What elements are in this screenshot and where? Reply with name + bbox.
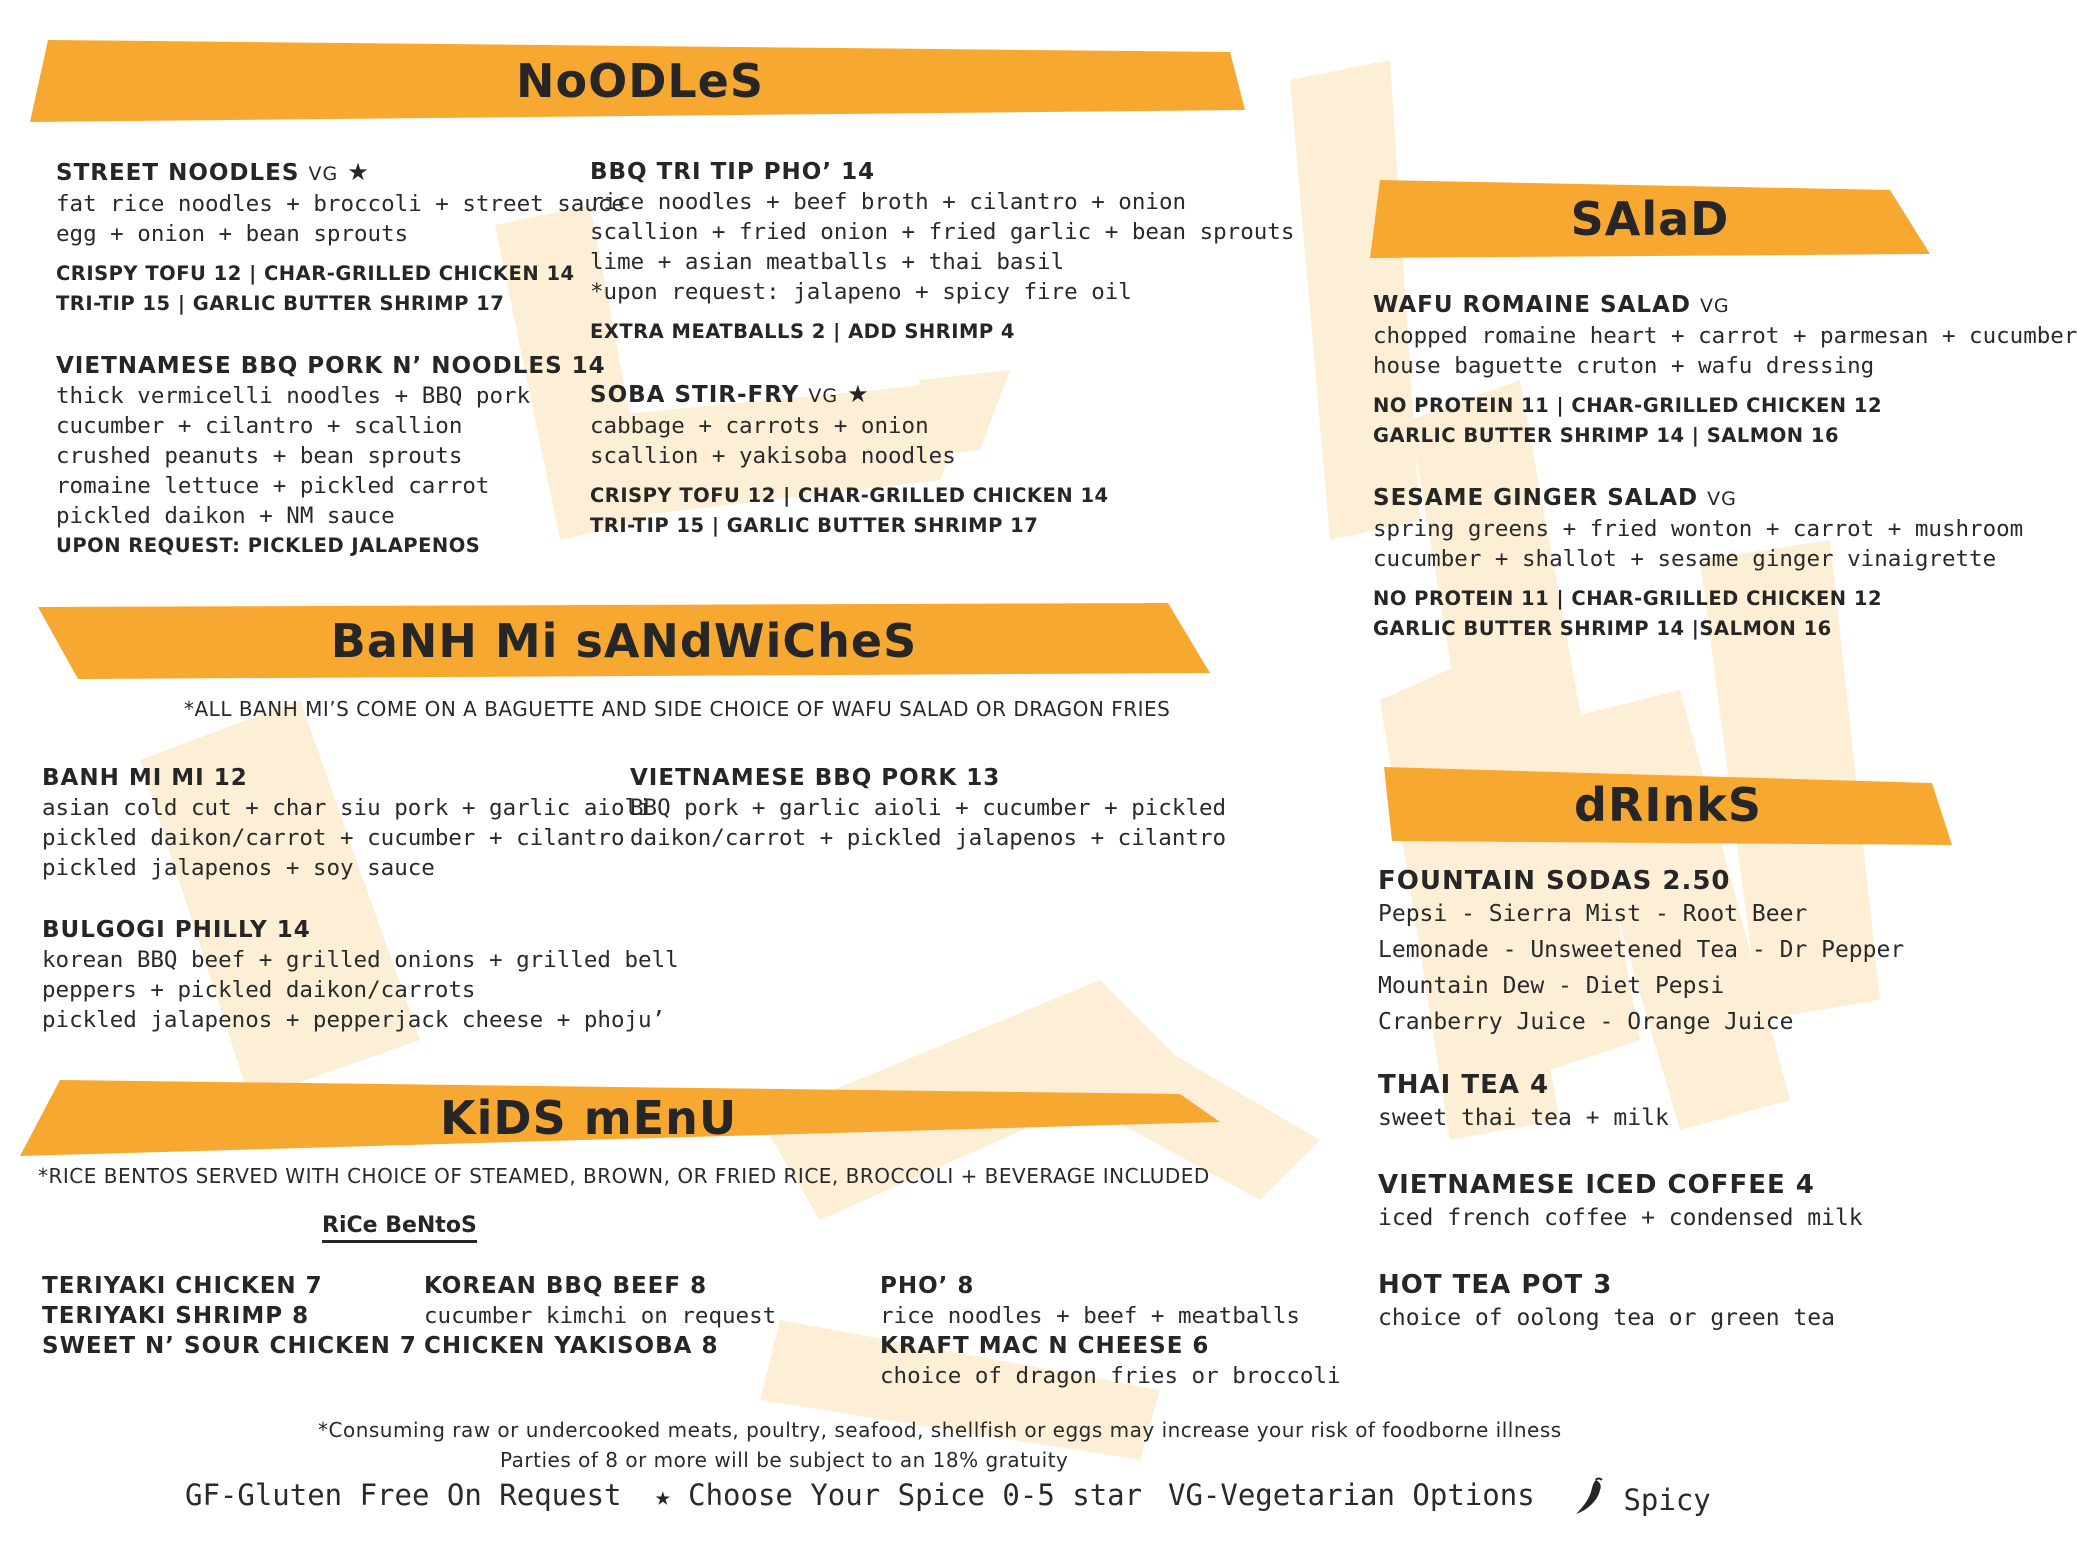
item-desc: BBQ pork + garlic aioli + cucumber + pickled (630, 795, 1227, 821)
star-icon: ★ (847, 380, 870, 408)
kids-item-desc: rice noodles + beef + meatballs (880, 1303, 1300, 1329)
kids-item-desc: cucumber kimchi on request (424, 1303, 777, 1329)
bulgogi-philly-item (42, 915, 679, 1035)
item-desc: pickled daikon/carrot + cucumber + cilantro (42, 825, 625, 851)
item-options: UPON REQUEST: PICKLED JALAPENOS (56, 534, 481, 557)
item-name: BBQ TRI TIP PHO’ 14 (590, 159, 876, 185)
banh-mi-title: BaNH Mi sANdWiCheS (330, 614, 918, 668)
banh-mi-mi-item (42, 763, 679, 883)
legend-gluten-free: GF-Gluten Free On Request (185, 1478, 622, 1512)
kids-menu-note: *RICE BENTOS SERVED WITH CHOICE OF STEAMED, BROWN, OR FRIED RICE, BROCCOLI + BEVERAGE INCLUDED (38, 1164, 1210, 1188)
kids-item: KOREAN BBQ BEEF 8 (424, 1273, 708, 1299)
item-options: CRISPY TOFU 12 | CHAR-GRILLED CHICKEN 14 (56, 262, 575, 285)
item-options: TRI-TIP 15 | GARLIC BUTTER SHRIMP 17 (590, 514, 1039, 537)
vegetarian-tag: VG (1707, 488, 1737, 510)
item-options: CRISPY TOFU 12 | CHAR-GRILLED CHICKEN 14 (590, 484, 1109, 507)
thai-tea-item (1378, 1070, 1904, 1136)
item-options: GARLIC BUTTER SHRIMP 14 | SALMON 16 (1373, 424, 1840, 447)
item-desc: iced french coffee + condensed milk (1378, 1205, 1863, 1231)
kids-item: SWEET N’ SOUR CHICKEN 7 (42, 1333, 417, 1359)
hot-tea-pot-item (1378, 1270, 1904, 1336)
item-options: TRI-TIP 15 | GARLIC BUTTER SHRIMP 17 (56, 292, 505, 315)
item-desc: cucumber + shallot + sesame ginger vinaigrette (1373, 546, 1997, 572)
rice-bentos-heading: RiCe BeNtoS (322, 1213, 477, 1243)
item-desc: korean BBQ beef + grilled onions + grilled bell (42, 947, 679, 973)
item-desc: choice of oolong tea or green tea (1378, 1305, 1835, 1331)
item-desc: daikon/carrot + pickled jalapenos + cilantro (630, 825, 1227, 851)
banh-mi-banner (38, 603, 1210, 679)
item-desc: pickled daikon + NM sauce (56, 503, 395, 529)
drinks-banner (1384, 765, 1952, 845)
item-desc: scallion + yakisoba noodles (590, 443, 956, 469)
kids-item: KRAFT MAC N CHEESE 6 (880, 1333, 1210, 1359)
item-options: NO PROTEIN 11 | CHAR-GRILLED CHICKEN 12 (1373, 587, 1883, 610)
legend-spicy-label: Spicy (1623, 1483, 1711, 1517)
item-desc: lime + asian meatballs + thai basil (590, 249, 1065, 275)
kids-item: TERIYAKI SHRIMP 8 (42, 1303, 310, 1329)
chili-pepper-icon (1572, 1478, 1606, 1516)
banh-mi-note: *ALL BANH MI’S COME ON A BAGUETTE AND SIDE CHOICE OF WAFU SALAD OR DRAGON FRIES (184, 697, 1171, 721)
kids-item: PHO’ 8 (880, 1273, 975, 1299)
item-name: VIETNAMESE ICED COFFEE 4 (1378, 1170, 1815, 1200)
kids-column-1 (42, 1271, 417, 1361)
noodles-left-column (56, 157, 625, 561)
star-icon: ★ (655, 1482, 671, 1512)
bbq-tri-tip-pho-item (590, 157, 1294, 347)
item-name: BULGOGI PHILLY 14 (42, 917, 311, 943)
item-desc: asian cold cut + char siu pork + garlic aioli (42, 795, 652, 821)
item-desc: thick vermicelli noodles + BBQ pork (56, 383, 531, 409)
item-desc: crushed peanuts + bean sprouts (56, 443, 463, 469)
vegetarian-tag: VG (308, 163, 339, 185)
vegetarian-tag: VG (1699, 295, 1730, 317)
item-desc: peppers + pickled daikon/carrots (42, 977, 476, 1003)
item-desc: Pepsi - Sierra Mist - Root Beer (1378, 901, 1808, 927)
vietnamese-bbq-pork-sandwich-item (630, 763, 1226, 853)
item-name: BANH MI MI 12 (42, 765, 248, 791)
fountain-sodas-item (1378, 866, 1904, 1040)
item-desc: house baguette cruton + wafu dressing (1373, 353, 1875, 379)
noodles-title: NoODLeS (515, 54, 765, 108)
vietnamese-bbq-pork-noodles-item (56, 351, 625, 561)
kids-item: CHICKEN YAKISOBA 8 (424, 1333, 719, 1359)
item-name: FOUNTAIN SODAS 2.50 (1378, 866, 1731, 896)
item-desc: pickled jalapenos + pepperjack cheese + phoju’ (42, 1007, 666, 1033)
kids-item-desc: choice of dragon fries or broccoli (880, 1363, 1341, 1389)
noodles-right-column (590, 157, 1294, 541)
item-desc: romaine lettuce + pickled carrot (56, 473, 490, 499)
soba-stir-fry-item (590, 379, 1294, 541)
gratuity-note: Parties of 8 or more will be subject to an 18% gratuity (500, 1448, 1069, 1472)
vegetarian-tag: VG (808, 385, 839, 407)
legend-spice-star (655, 1478, 1142, 1512)
item-name: HOT TEA POT 3 (1378, 1270, 1613, 1300)
banh-mi-left-column (42, 763, 679, 1035)
item-options: NO PROTEIN 11 | CHAR-GRILLED CHICKEN 12 (1373, 394, 1883, 417)
item-desc: egg + onion + bean sprouts (56, 221, 409, 247)
kids-column-3 (880, 1271, 1341, 1391)
banh-mi-right-column (630, 763, 1226, 853)
kids-item: TERIYAKI CHICKEN 7 (42, 1273, 323, 1299)
item-desc: Lemonade - Unsweetened Tea - Dr Pepper (1378, 937, 1905, 963)
kids-menu-title: KiDS mEnU (440, 1091, 738, 1145)
item-desc: Cranberry Juice - Orange Juice (1378, 1009, 1794, 1035)
item-options: GARLIC BUTTER SHRIMP 14 |SALMON 16 (1373, 617, 1832, 640)
noodles-banner (30, 40, 1250, 122)
vietnamese-iced-coffee-item (1378, 1170, 1904, 1236)
item-desc: cucumber + cilantro + scallion (56, 413, 463, 439)
item-name: VIETNAMESE BBQ PORK 13 (630, 765, 1001, 791)
item-desc: cabbage + carrots + onion (590, 413, 929, 439)
item-name: SESAME GINGER SALAD (1373, 485, 1699, 511)
foodborne-disclaimer: *Consuming raw or undercooked meats, poultry, seafood, shellfish or eggs may increase your risk of foodborne illness (318, 1418, 1562, 1442)
item-name: THAI TEA 4 (1378, 1070, 1550, 1100)
item-desc: scallion + fried onion + fried garlic + bean sprouts (590, 219, 1295, 245)
item-desc: Mountain Dew - Diet Pepsi (1378, 973, 1725, 999)
item-name: WAFU ROMAINE SALAD (1373, 292, 1691, 318)
item-desc: *upon request: jalapeno + spicy fire oil (590, 279, 1132, 305)
legend-spice-label: Choose Your Spice 0-5 star (688, 1478, 1143, 1512)
street-noodles-item (56, 157, 625, 319)
item-name: VIETNAMESE BBQ PORK N’ NOODLES 14 (56, 353, 606, 379)
drinks-title: dRInkS (1574, 778, 1762, 832)
drinks-column (1378, 866, 1904, 1336)
item-name: SOBA STIR-FRY (590, 382, 800, 408)
legend-vegetarian: VG-Vegetarian Options (1168, 1478, 1535, 1512)
legend-spicy (1572, 1478, 1711, 1517)
wafu-romaine-salad-item (1373, 290, 2077, 451)
star-icon: ★ (347, 158, 370, 186)
item-options: EXTRA MEATBALLS 2 | ADD SHRIMP 4 (590, 320, 1016, 343)
sesame-ginger-salad-item (1373, 483, 2077, 644)
item-desc: rice noodles + beef broth + cilantro + onion (590, 189, 1187, 215)
kids-menu-banner (20, 1080, 1220, 1156)
salad-banner (1370, 180, 1930, 258)
salad-column (1373, 290, 2077, 644)
item-desc: fat rice noodles + broccoli + street sauce (56, 191, 625, 217)
item-desc: spring greens + fried wonton + carrot + mushroom (1373, 516, 2024, 542)
item-desc: chopped romaine heart + carrot + parmesan + cucumber (1373, 323, 2077, 349)
item-desc: sweet thai tea + milk (1378, 1105, 1669, 1131)
salad-title: SAlaD (1570, 192, 1730, 246)
item-desc: pickled jalapenos + soy sauce (42, 855, 435, 881)
item-name: STREET NOODLES (56, 160, 300, 186)
kids-column-2 (424, 1271, 776, 1361)
